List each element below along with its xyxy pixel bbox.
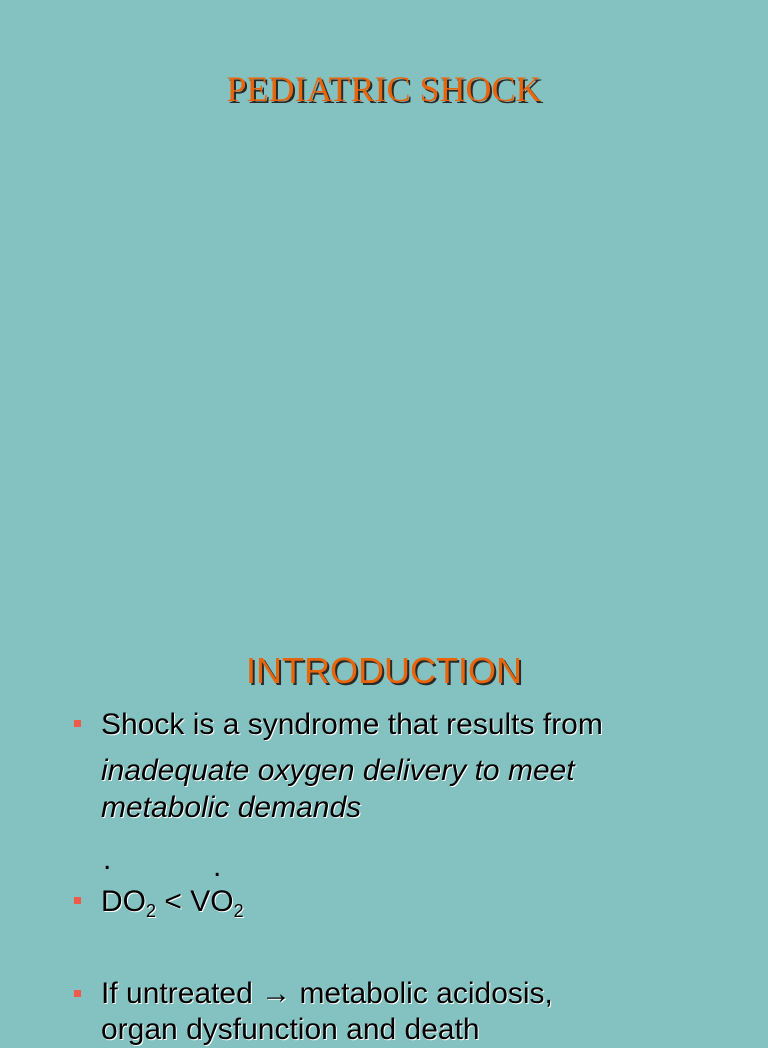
bullet-marker-2 [74, 897, 81, 904]
bullet-1-line-1: Shock is a syndrome that results from [101, 708, 603, 741]
formula-vo-sub: 2 [233, 901, 244, 921]
bullet-1-line-2: inadequate oxygen delivery to meet [101, 754, 575, 787]
slide-title: PEDIATRIC SHOCK [226, 69, 542, 109]
do-dot: . [103, 843, 112, 876]
formula-do: DO [101, 885, 146, 918]
bullet-marker-1 [74, 720, 81, 727]
formula-less-than: < [156, 885, 191, 918]
formula-do-sub: 2 [146, 901, 157, 921]
bullet-3-line-2: organ dysfunction and death [101, 1013, 480, 1046]
section-heading: INTRODUCTION [246, 650, 522, 691]
bullet-marker-3 [74, 990, 81, 997]
bullet-1-line-3: metabolic demands [101, 791, 362, 824]
formula-vo: VO [190, 885, 234, 918]
vo-dot: . [213, 850, 222, 883]
formula [101, 884, 244, 929]
bullet-3-line-1: If untreated → metabolic acidosis, [101, 977, 553, 1010]
